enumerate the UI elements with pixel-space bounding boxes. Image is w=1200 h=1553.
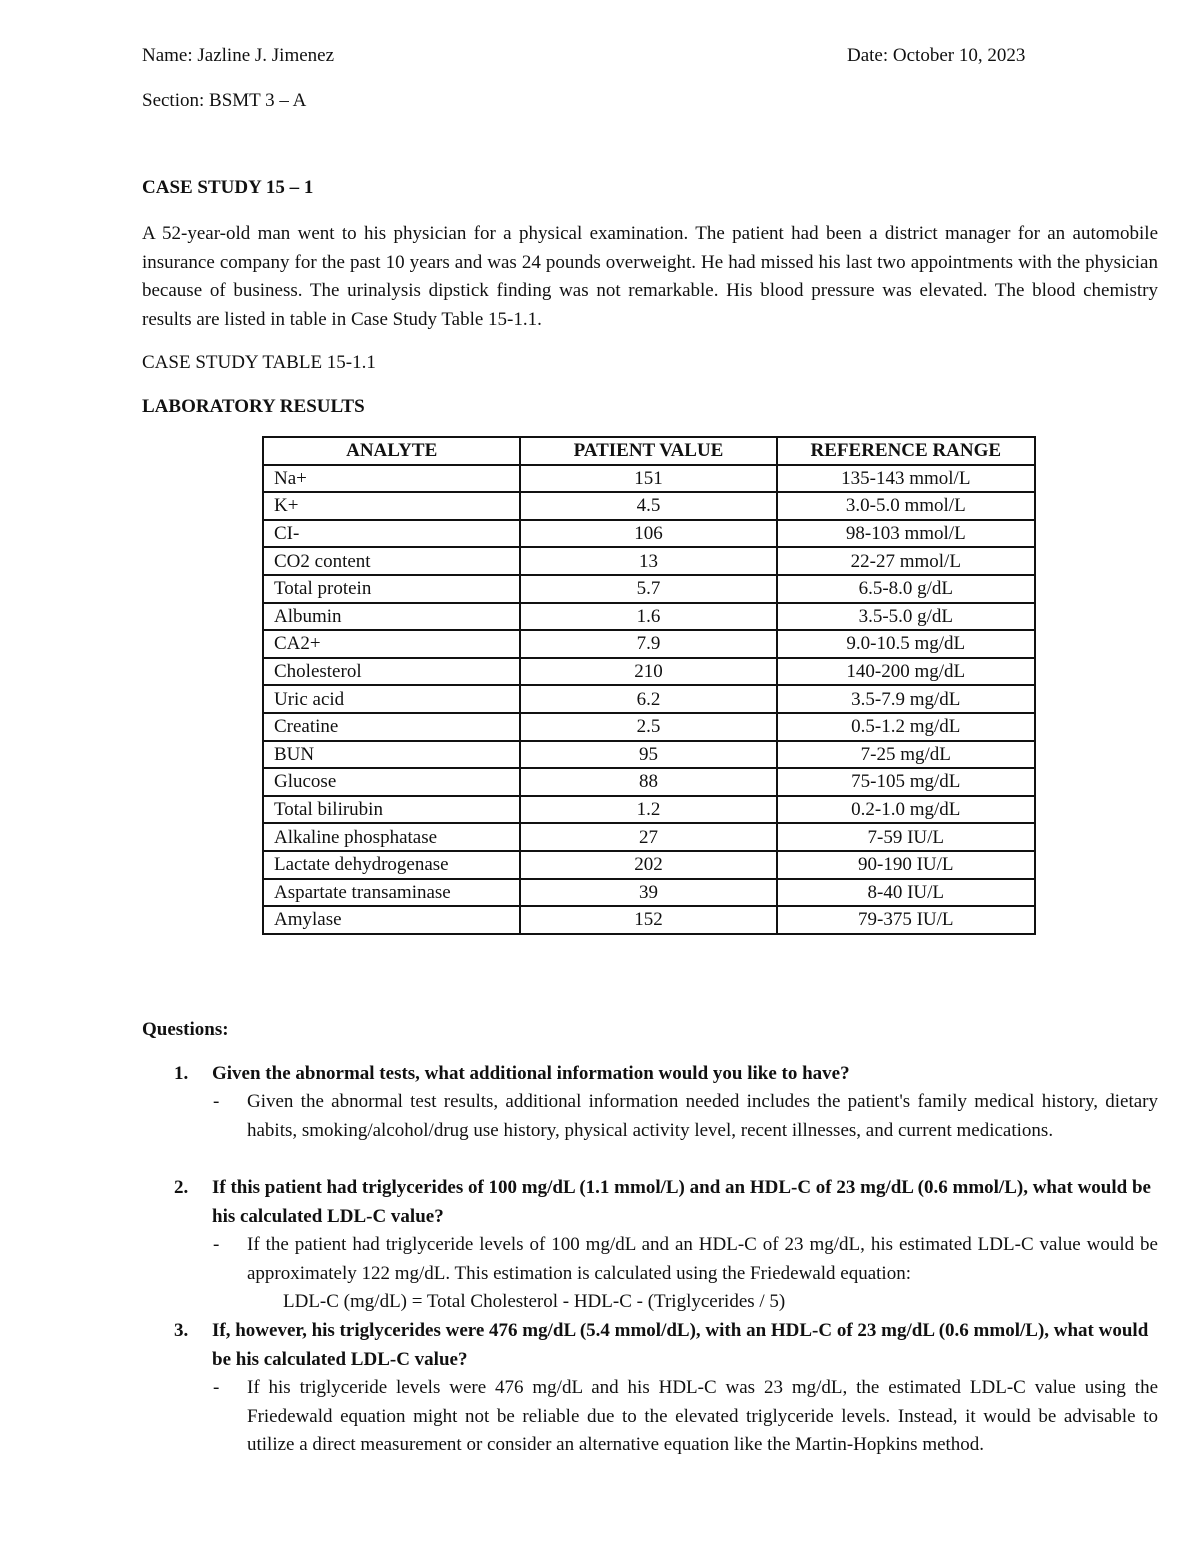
range-cell: 0.2-1.0 mg/dL xyxy=(777,796,1035,824)
range-cell: 7-25 mg/dL xyxy=(777,741,1035,769)
table-row xyxy=(263,547,1035,575)
range-cell: 9.0-10.5 mg/dL xyxy=(777,630,1035,658)
answer-text: Given the abnormal test results, additional information needed includes the patient's family medical history, dietary habits, smoking/alcohol/drug use history, physical activity level, recent illnesses, and current medications. xyxy=(247,1091,1158,1141)
analyte-cell: Total bilirubin xyxy=(263,796,520,824)
table-row xyxy=(263,879,1035,907)
analyte-cell: Total protein xyxy=(263,575,520,603)
value-cell: 95 xyxy=(520,741,776,769)
case-study-title: CASE STUDY 15 – 1 xyxy=(142,177,314,198)
value-cell: 210 xyxy=(520,658,776,686)
table-header-row xyxy=(263,437,1035,465)
value-cell: 151 xyxy=(520,465,776,493)
questions-heading: Questions: xyxy=(142,1019,229,1040)
range-cell: 8-40 IU/L xyxy=(777,879,1035,907)
range-cell: 140-200 mg/dL xyxy=(777,658,1035,686)
value-cell: 202 xyxy=(520,851,776,879)
answer-bullet: - xyxy=(213,1234,220,1255)
lab-results-table xyxy=(262,436,1036,935)
range-cell: 0.5-1.2 mg/dL xyxy=(777,713,1035,741)
student-name: Name: Jazline J. Jimenez xyxy=(142,45,335,66)
range-cell: 98-103 mmol/L xyxy=(777,520,1035,548)
table-row xyxy=(263,492,1035,520)
analyte-cell: Uric acid xyxy=(263,685,520,713)
table-row xyxy=(263,768,1035,796)
question-text: Given the abnormal tests, what additional information would you like to have? xyxy=(212,1063,850,1084)
table-caption: CASE STUDY TABLE 15-1.1 xyxy=(142,352,376,373)
range-cell: 22-27 mmol/L xyxy=(777,547,1035,575)
question-text: If, however, his triglycerides were 476 mg/dL (5.4 mmol/dL), with an HDL-C of 23 mg/dL (0.6 mmol/L), what would be his calculated LDL-C value? xyxy=(212,1320,1149,1370)
header-patient-value: PATIENT VALUE xyxy=(520,437,776,465)
value-cell: 106 xyxy=(520,520,776,548)
answer-bullet: - xyxy=(213,1091,220,1112)
range-cell: 90-190 IU/L xyxy=(777,851,1035,879)
analyte-cell: BUN xyxy=(263,741,520,769)
value-cell: 27 xyxy=(520,823,776,851)
question-number: 1. xyxy=(174,1063,189,1084)
value-cell: 1.6 xyxy=(520,603,776,631)
section-line: Section: BSMT 3 – A xyxy=(142,90,307,111)
analyte-cell: Creatine xyxy=(263,713,520,741)
value-cell: 2.5 xyxy=(520,713,776,741)
table-row xyxy=(263,906,1035,934)
value-cell: 4.5 xyxy=(520,492,776,520)
value-cell: 13 xyxy=(520,547,776,575)
analyte-cell: Na+ xyxy=(263,465,520,493)
range-cell: 79-375 IU/L xyxy=(777,906,1035,934)
analyte-cell: Aspartate transaminase xyxy=(263,879,520,907)
header-reference-range: REFERENCE RANGE xyxy=(777,437,1035,465)
table-row xyxy=(263,713,1035,741)
header-analyte: ANALYTE xyxy=(263,437,520,465)
analyte-cell: Albumin xyxy=(263,603,520,631)
answer-text: If the patient had triglyceride levels of 100 mg/dL and an HDL-C of 23 mg/dL, his estimated LDL-C value would be approximately 122 mg/dL. This estimation is calculated using the Friedewald equation: xyxy=(247,1234,1158,1284)
answer-text: If his triglyceride levels were 476 mg/dL and his HDL-C was 23 mg/dL, the estimated LDL-C value using the Friedewald equation might not be reliable due to the elevated triglyceride levels. Instead, it would be advisable to utilize a direct measurement or consider an alternative equation like the Martin-Hopkins method. xyxy=(247,1377,1158,1456)
table-row xyxy=(263,658,1035,686)
range-cell: 7-59 IU/L xyxy=(777,823,1035,851)
table-row xyxy=(263,685,1035,713)
analyte-cell: Glucose xyxy=(263,768,520,796)
table-row xyxy=(263,575,1035,603)
analyte-cell: Alkaline phosphatase xyxy=(263,823,520,851)
analyte-cell: CI- xyxy=(263,520,520,548)
question-text: If this patient had triglycerides of 100 mg/dL (1.1 mmol/L) and an HDL-C of 23 mg/dL (0.6 mmol/L), what would be his calculated LDL-C value? xyxy=(212,1177,1151,1227)
analyte-cell: CO2 content xyxy=(263,547,520,575)
table-title: LABORATORY RESULTS xyxy=(142,396,365,417)
range-cell: 3.5-7.9 mg/dL xyxy=(777,685,1035,713)
table-row xyxy=(263,796,1035,824)
answer-bullet: - xyxy=(213,1377,220,1398)
range-cell: 3.5-5.0 g/dL xyxy=(777,603,1035,631)
range-cell: 135-143 mmol/L xyxy=(777,465,1035,493)
range-cell: 3.0-5.0 mmol/L xyxy=(777,492,1035,520)
analyte-cell: Cholesterol xyxy=(263,658,520,686)
table-row xyxy=(263,851,1035,879)
analyte-cell: Amylase xyxy=(263,906,520,934)
table-row xyxy=(263,465,1035,493)
range-cell: 6.5-8.0 g/dL xyxy=(777,575,1035,603)
analyte-cell: K+ xyxy=(263,492,520,520)
analyte-cell: Lactate dehydrogenase xyxy=(263,851,520,879)
table-row xyxy=(263,603,1035,631)
table-row xyxy=(263,630,1035,658)
table-row xyxy=(263,741,1035,769)
value-cell: 7.9 xyxy=(520,630,776,658)
value-cell: 5.7 xyxy=(520,575,776,603)
analyte-cell: CA2+ xyxy=(263,630,520,658)
case-narrative: A 52-year-old man went to his physician for a physical examination. The patient had been a district manager for an automobile insurance company for the past 10 years and was 24 pounds overweight. He had missed his last two appointments with the physician because of business. The urinalysis dipstick finding was not remarkable. His blood pressure was elevated. The blood chemistry results are listed in table in Case Study Table 15-1.1. xyxy=(142,223,1158,331)
question-number: 2. xyxy=(174,1177,189,1198)
value-cell: 1.2 xyxy=(520,796,776,824)
value-cell: 39 xyxy=(520,879,776,907)
table-row xyxy=(263,823,1035,851)
value-cell: 152 xyxy=(520,906,776,934)
value-cell: 6.2 xyxy=(520,685,776,713)
value-cell: 88 xyxy=(520,768,776,796)
date-line: Date: October 10, 2023 xyxy=(847,45,1026,66)
question-number: 3. xyxy=(174,1320,189,1341)
table-row xyxy=(263,520,1035,548)
friedewald-formula: LDL-C (mg/dL) = Total Cholesterol - HDL-C - (Triglycerides / 5) xyxy=(283,1291,786,1312)
range-cell: 75-105 mg/dL xyxy=(777,768,1035,796)
